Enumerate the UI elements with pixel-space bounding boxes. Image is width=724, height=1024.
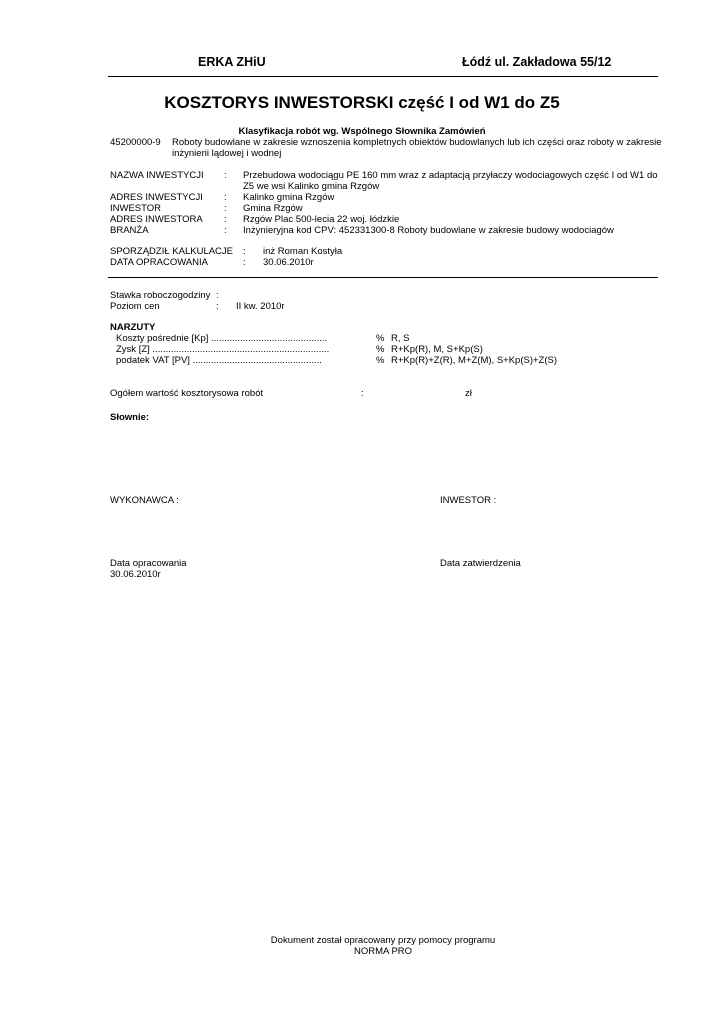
classification-description: Roboty budowlane w zakresie wznoszenia kompletnych obiektów budowlanych lub ich części oraz roboty w zakresie inżynierii lądowej i wodnej [172,137,662,159]
narzut-base-kp: R, S [391,333,410,344]
classification-code: 45200000-9 [110,137,161,148]
total-label: Ogółem wartość kosztorysowa robót [110,388,264,399]
company-address: Łódź ul. Zakładowa 55/12 [462,55,612,69]
detail-sep-nazwa: : [224,170,227,181]
details-divider [108,277,658,278]
poziom-value: II kw. 2010r [236,301,285,312]
narzut-pct-vat: % [376,355,385,366]
detail-value-adres-inwestora: Rzgów Plac 500-lecia 22 woj. łódzkie [243,214,400,225]
detail-value-adres-inwestycji: Kalinko gmina Rzgów [243,192,335,203]
detail-sep-adres-inwestora: : [224,214,227,225]
inwestor-label: INWESTOR : [440,495,497,506]
classification-heading: Klasyfikacja robót wg. Wspólnego Słownika Zamówień [238,126,486,137]
narzut-pct-zysk: % [376,344,385,355]
detail-sep-adres-inwestycji: : [224,192,227,203]
detail-value-inwestor: Gmina Rzgów [243,203,303,214]
narzut-pct-kp: % [376,333,385,344]
narzut-label-vat: podatek VAT [PV] ................................................. [116,355,322,366]
narzut-label-zysk: Zysk [Z] ................................................................... [116,344,330,355]
footer-line-2: NORMA PRO [353,946,413,957]
poziom-label: Poziom cen [110,301,160,312]
stawka-sep: : [216,290,219,301]
detail-label-adres-inwestycji: ADRES INWESTYCJI [110,192,203,203]
detail-label-adres-inwestora: ADRES INWESTORA [110,214,203,225]
wykonawca-label: WYKONAWCA : [110,495,179,506]
detail-sep-branza: : [224,225,227,236]
detail-sep-inwestor: : [224,203,227,214]
total-sep: : [361,388,364,399]
prepared-label-sporzadzil: SPORZĄDZIŁ KALKULACJE [110,246,234,257]
total-currency: zł [465,388,472,399]
data-opracowania-label: Data opracowania [110,558,187,569]
narzuty-heading: NARZUTY [110,322,156,333]
company-name: ERKA ZHiU [198,55,266,69]
slownie-label: Słownie: [110,412,150,423]
page-title: KOSZTORYS INWESTORSKI część I od W1 do Z5 [164,93,560,112]
detail-label-nazwa: NAZWA INWESTYCJI [110,170,204,181]
narzut-label-kp: Koszty pośrednie [Kp] ............................................ [116,333,328,344]
detail-label-branza: BRANŻA [110,225,149,236]
prepared-value-data: 30.06.2010r [263,257,314,268]
poziom-sep: : [216,301,219,312]
narzut-base-vat: R+Kp(R)+Z(R), M+Z(M), S+Kp(S)+Z(S) [391,355,557,366]
prepared-sep-data: : [243,257,246,268]
narzut-base-zysk: R+Kp(R), M, S+Kp(S) [391,344,483,355]
prepared-label-data: DATA OPRACOWANIA [110,257,209,268]
stawka-label: Stawka roboczogodziny [110,290,211,301]
detail-value-nazwa: Przebudowa wodociągu PE 160 mm wraz z adaptacją przyłaczy wodociagowych część I od W1 do Z5 we wsi Kalinko gmina Rzgów [243,170,658,192]
detail-value-branza: Inżynieryjna kod CPV: 452331300-8 Roboty budowlane w zakresie budowy wodociagów [243,225,614,236]
footer-line-1: Dokument został opracowany przy pomocy programu [270,935,496,946]
header-divider [108,76,658,77]
detail-label-inwestor: INWESTOR [110,203,162,214]
prepared-value-sporzadzil: inż Roman Kostyła [263,246,343,257]
data-zatwierdzenia-label: Data zatwierdzenia [440,558,521,569]
data-opracowania-value: 30.06.2010r [110,569,161,580]
prepared-sep-sporzadzil: : [243,246,246,257]
